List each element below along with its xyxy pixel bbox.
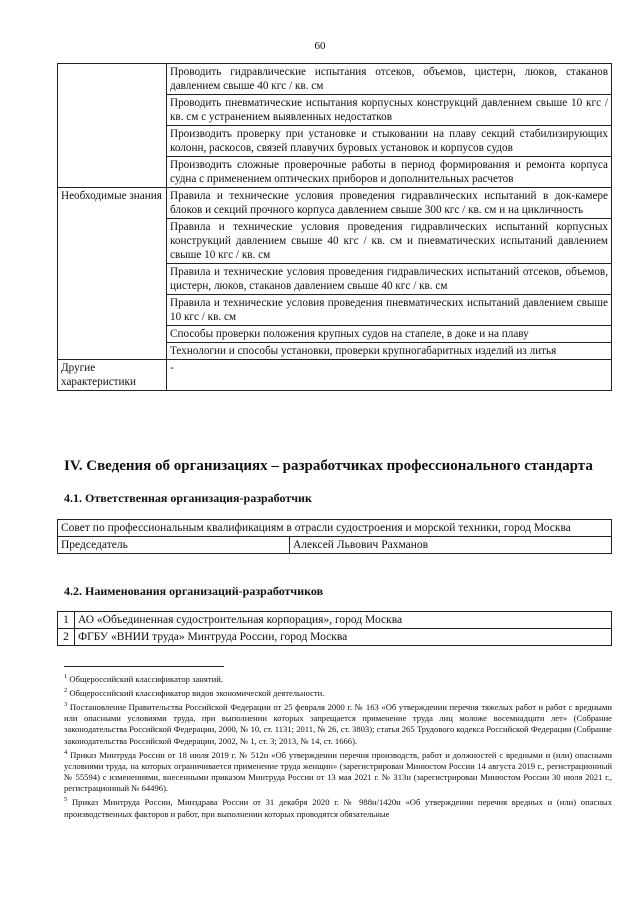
table-row (58, 64, 612, 95)
table-row (58, 612, 612, 629)
footnote-divider (64, 666, 224, 667)
footnote-mark: 3 (64, 701, 68, 709)
developers-table (57, 611, 612, 646)
knowledge-cell: Технологии и способы установки, проверки крупногабаритных изделий из литья (167, 343, 612, 360)
footnote-text: Постановление Правительства Российской Федерации от 25 февраля 2000 г. № 163 «Об утверждении перечня тяжелых работ и работ с вредными или опасными условиями труда, при выполнении которых запрещается применение труда лиц моложе восемнадцати лет» (Собрание законодательства Российской Федерации, 2000, № 10, ст. 1131; 2011, № 26, ст. 3803); статья 265 Трудового кодекса Российской Федерации (Собрание законодательства Российской Федерации, 2002, № 1, ст. 3; 2013, № 14, ст. 1666). (64, 701, 612, 746)
chair-label: Председатель (58, 537, 290, 554)
footnote-mark: 1 (64, 673, 68, 680)
skill-cell: Проводить пневматические испытания корпусных конструкций давлением свыше 10 кгс / кв. см с устранением выявленных недостатков (167, 95, 612, 126)
other-value: - (167, 360, 612, 391)
requirements-table (57, 63, 612, 391)
table-row (58, 188, 612, 219)
table-row (58, 360, 612, 391)
table-row (58, 537, 612, 554)
knowledge-cell: Способы проверки положения крупных судов на стапеле, в доке и на плаву (167, 326, 612, 343)
org-name: Совет по профессиональным квалификациям в отрасли судостроения и морской техники, город Москва (58, 520, 612, 537)
footnote-text: Общероссийский классификатор занятий. (69, 673, 223, 684)
skill-cell: Производить проверку при установке и стыковании на плаву секций стабилизирующих колонн, раскосов, связей плавучих буровых установок и корпусов судов (167, 126, 612, 157)
knowledge-cell: Правила и технические условия проведения гидравлических испытаний корпусных конструкций давлением свыше 40 кгс / кв. см и пневматических испытаний давлением свыше 10 кгс / кв. см (167, 219, 612, 264)
developer-name: АО «Объединенная судостроительная корпорация», город Москва (75, 612, 612, 629)
skill-cell: Производить сложные проверочные работы в период формирования и ремонта корпуса судна с применением оптических приборов и дополнительных расчетов (167, 157, 612, 188)
page-number: 60 (314, 40, 326, 52)
responsible-org-table (57, 519, 612, 554)
footnote-text: Приказ Минтруда России от 18 июля 2019 г. № 512н «Об утверждении перечня производств, работ и должностей с вредными и (или) опасными условиями труда, на которых ограничивается применение труда женщин» (зарегистрирован Минюстом России 14 августа 2019 г., регистрационный № 55594) с изменениями, внесенными приказом Минтруда России от 13 мая 2021 г. № 313н (зарегистрирован Минюстом России 30 июля 2021 г., регистрационный № 64496). (64, 749, 612, 794)
knowledge-cell: Правила и технические условия проведения пневматических испытаний давлением свыше 10 кгс / кв. см (167, 295, 612, 326)
subsection-title: 4.2. Наименования организаций-разработчиков (64, 584, 324, 598)
section-title: IV. Сведения об организациях – разработчиках профессионального стандарта (64, 458, 593, 474)
footnote-text: Приказ Минтруда России, Минздрава России от 31 декабря 2020 г. № 988н/1420н «Об утверждении перечня вредных и (или) опасных производственных факторов и работ, при выполнении которых проводятся обязательные (64, 797, 612, 819)
footnote-mark: 2 (64, 687, 68, 695)
developer-number: 2 (58, 629, 75, 646)
developer-name: ФГБУ «ВНИИ труда» Минтруда России, город Москва (75, 629, 612, 646)
knowledge-cell: Правила и технические условия проведения гидравлических испытаний отсеков, объемов, цистерн, люков, стаканов давлением свыше 40 кгс / кв. см (167, 264, 612, 295)
knowledge-label: Необходимые знания (58, 188, 167, 360)
footnote (64, 685, 612, 699)
footnote (64, 794, 612, 819)
footnote-mark: 4 (64, 748, 68, 756)
table-row (58, 629, 612, 646)
table-row (58, 520, 612, 537)
footnote (64, 699, 612, 747)
footnote (64, 747, 612, 795)
footnote-mark: 5 (64, 796, 68, 804)
empty-label-cell (58, 64, 167, 188)
subsection-title: 4.1. Ответственная организация-разработчик (64, 491, 312, 505)
developer-number: 1 (58, 612, 75, 629)
chair-name: Алексей Львович Рахманов (290, 537, 612, 554)
footnotes (64, 671, 612, 820)
footnote (64, 671, 612, 685)
other-label: Другие характеристики (58, 360, 167, 391)
skill-cell: Проводить гидравлические испытания отсеков, объемов, цистерн, люков, стаканов давлением свыше 40 кгс / кв. см (167, 64, 612, 95)
footnote-text: Общероссийский классификатор видов экономической деятельности. (69, 687, 325, 698)
knowledge-cell: Правила и технические условия проведения гидравлических испытаний в док-камере блоков и секций прочного корпуса давлением свыше 300 кгс / кв. см и на цикличность (167, 188, 612, 219)
